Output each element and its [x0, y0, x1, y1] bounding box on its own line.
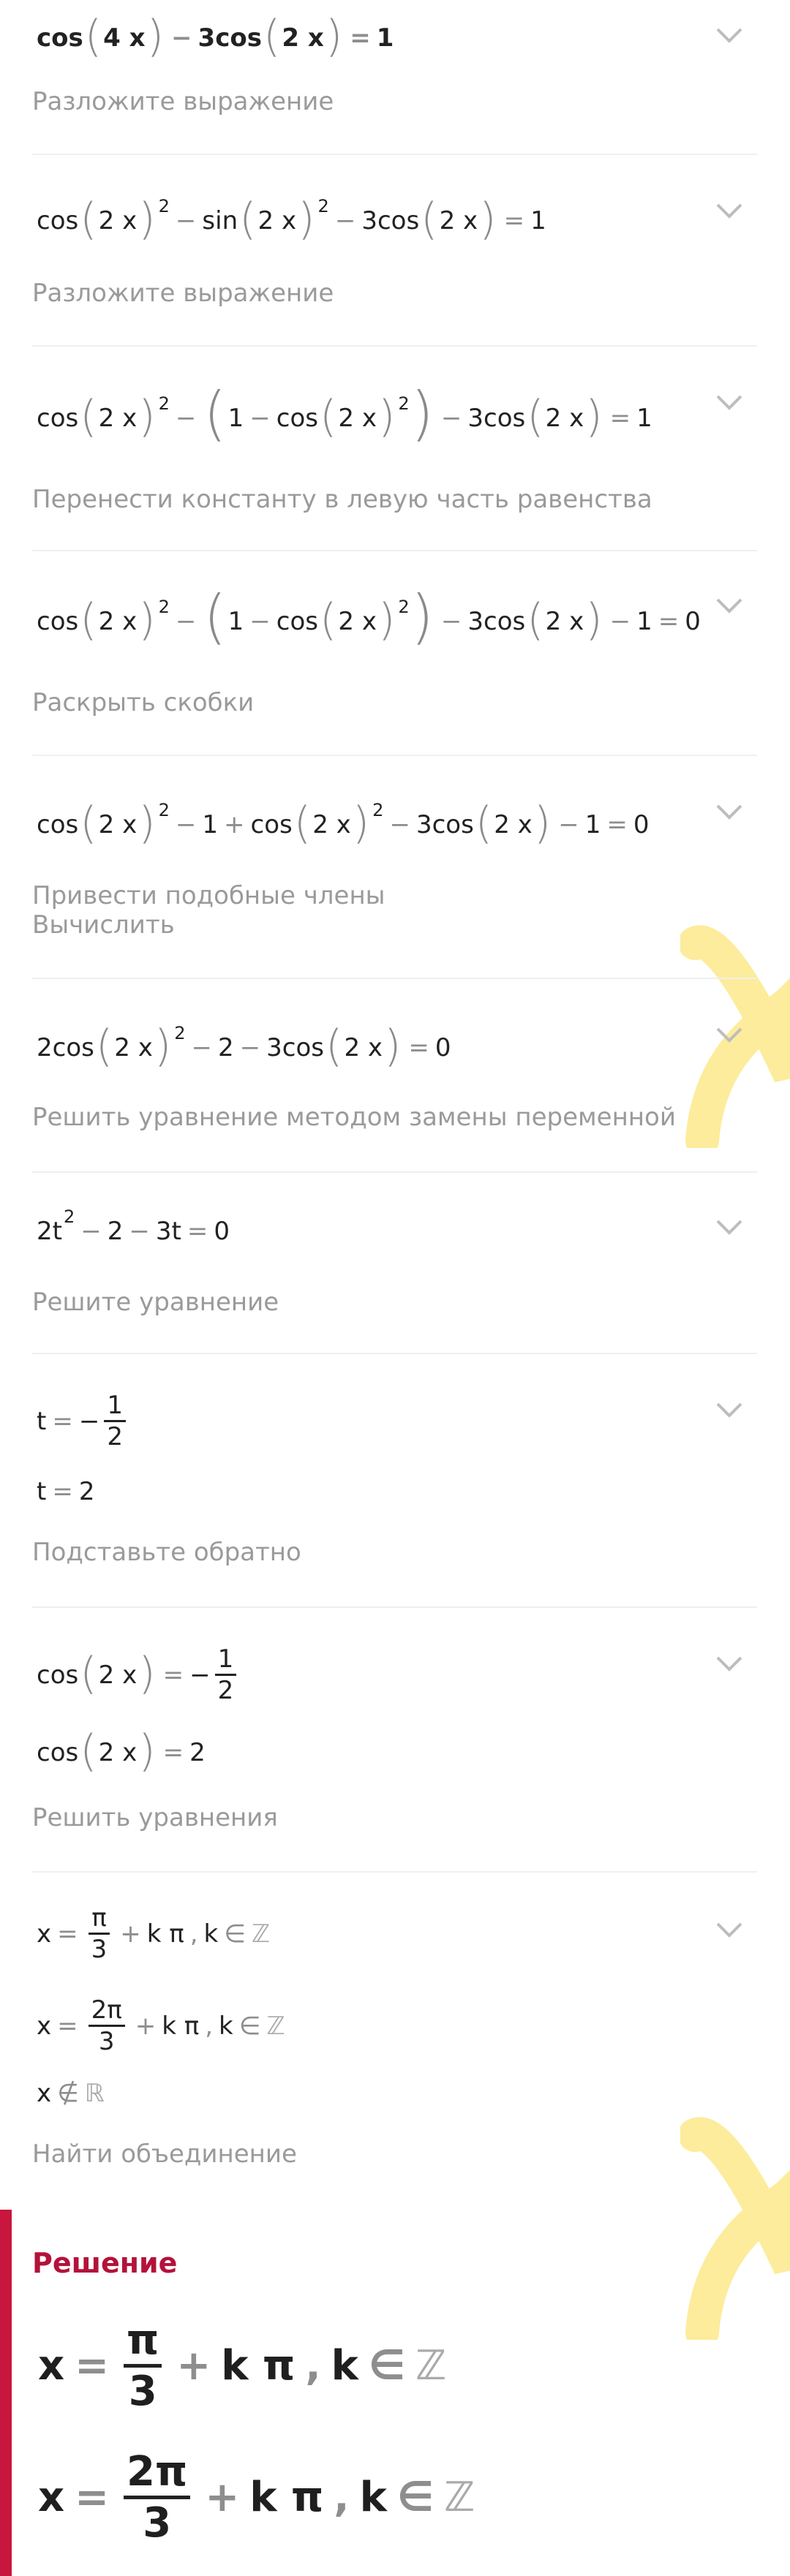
solution-step[interactable] — [32, 550, 757, 756]
solution-accent-bar — [0, 2210, 12, 2576]
solution-title: Решение — [32, 2247, 178, 2279]
solution-line: x = 2π 3 + k π , k ∈ ℤ — [38, 2448, 475, 2547]
step-expression: x ∉ ℝ — [37, 2079, 105, 2108]
step-expression: x = $\frac{2\pi}{3}$ + k π , k ∈ ℤ — [37, 1995, 285, 2056]
solution-step[interactable] — [32, 755, 757, 979]
step-expression: cos ( 2 x ) 2 − sin ( 2 x ) 2 − 3cos ( 2 x ) = 1 — [37, 194, 546, 245]
chevron-down-icon[interactable] — [715, 1921, 744, 1940]
step-description: Привести подобные члены — [32, 881, 385, 910]
chevron-down-icon[interactable] — [715, 1401, 744, 1420]
step-description: Разложите выражение — [32, 279, 334, 308]
step-description: Перенести константу в левую часть равенства — [32, 485, 652, 514]
chevron-down-icon[interactable] — [715, 597, 744, 616]
solution-step[interactable] — [32, 1606, 757, 1873]
step-description: Вычислить — [32, 910, 175, 940]
step-description: Подставьте обратно — [32, 1538, 301, 1567]
solution-step[interactable] — [32, 154, 757, 347]
step-expression: cos ( 4 x ) − 3cos ( 2 x ) = 1 — [37, 11, 394, 62]
chevron-down-icon[interactable] — [715, 393, 744, 412]
step-description: Решить уравнения — [32, 1803, 278, 1832]
step-expression: 2cos ( 2 x ) 2 − 2 − 3cos ( 2 x ) = 0 — [37, 1021, 451, 1072]
chevron-down-icon[interactable] — [715, 202, 744, 221]
solution-step[interactable] — [32, 1871, 757, 2210]
solution-step[interactable] — [32, 0, 757, 155]
solution-line: x = π 3 + k π , k ∈ ℤ — [38, 2316, 447, 2415]
step-expression: 2t 2 − 2 − 3t = 0 — [37, 1206, 230, 1246]
step-description: Разложите выражение — [32, 87, 334, 116]
step-expression: cos ( 2 x ) 2 − ( 1 − cos ( 2 x ) 2 ) − 3cos ( 2 x ) = 1 — [37, 379, 652, 447]
solution-step[interactable] — [32, 1171, 757, 1354]
step-description: Раскрыть скобки — [32, 688, 255, 717]
chevron-down-icon[interactable] — [715, 1218, 744, 1237]
step-expression: cos ( 2 x ) = 2 — [37, 1726, 206, 1777]
solution-step[interactable] — [32, 978, 757, 1173]
chevron-down-icon[interactable] — [715, 1026, 744, 1045]
step-expression: t = 2 — [37, 1477, 95, 1506]
solution-step[interactable] — [32, 345, 757, 551]
step-description: Решите уравнение — [32, 1288, 279, 1317]
step-expression: cos ( 2 x ) = − $\frac{1}{2}$ — [37, 1644, 241, 1705]
chevron-down-icon[interactable] — [715, 1655, 744, 1674]
step-expression: cos ( 2 x ) 2 − 1 + cos ( 2 x ) 2 − 3cos ( 2 x ) − 1 = 0 — [37, 798, 650, 849]
step-expression: cos ( 2 x ) 2 − ( 1 − cos ( 2 x ) 2 ) − 3cos ( 2 x ) − 1 = 0 — [37, 583, 701, 651]
step-expression: t = − $\frac{1}{2}$ — [37, 1391, 130, 1451]
solution-step[interactable] — [32, 1353, 757, 1608]
step-description: Решить уравнение методом замены переменной — [32, 1103, 676, 1132]
step-expression: x = $\frac{\pi}{3}$ + k π , k ∈ ℤ — [37, 1903, 271, 1964]
step-description: Найти объединение — [32, 2139, 297, 2169]
chevron-down-icon[interactable] — [715, 803, 744, 822]
chevron-down-icon[interactable] — [715, 26, 744, 45]
